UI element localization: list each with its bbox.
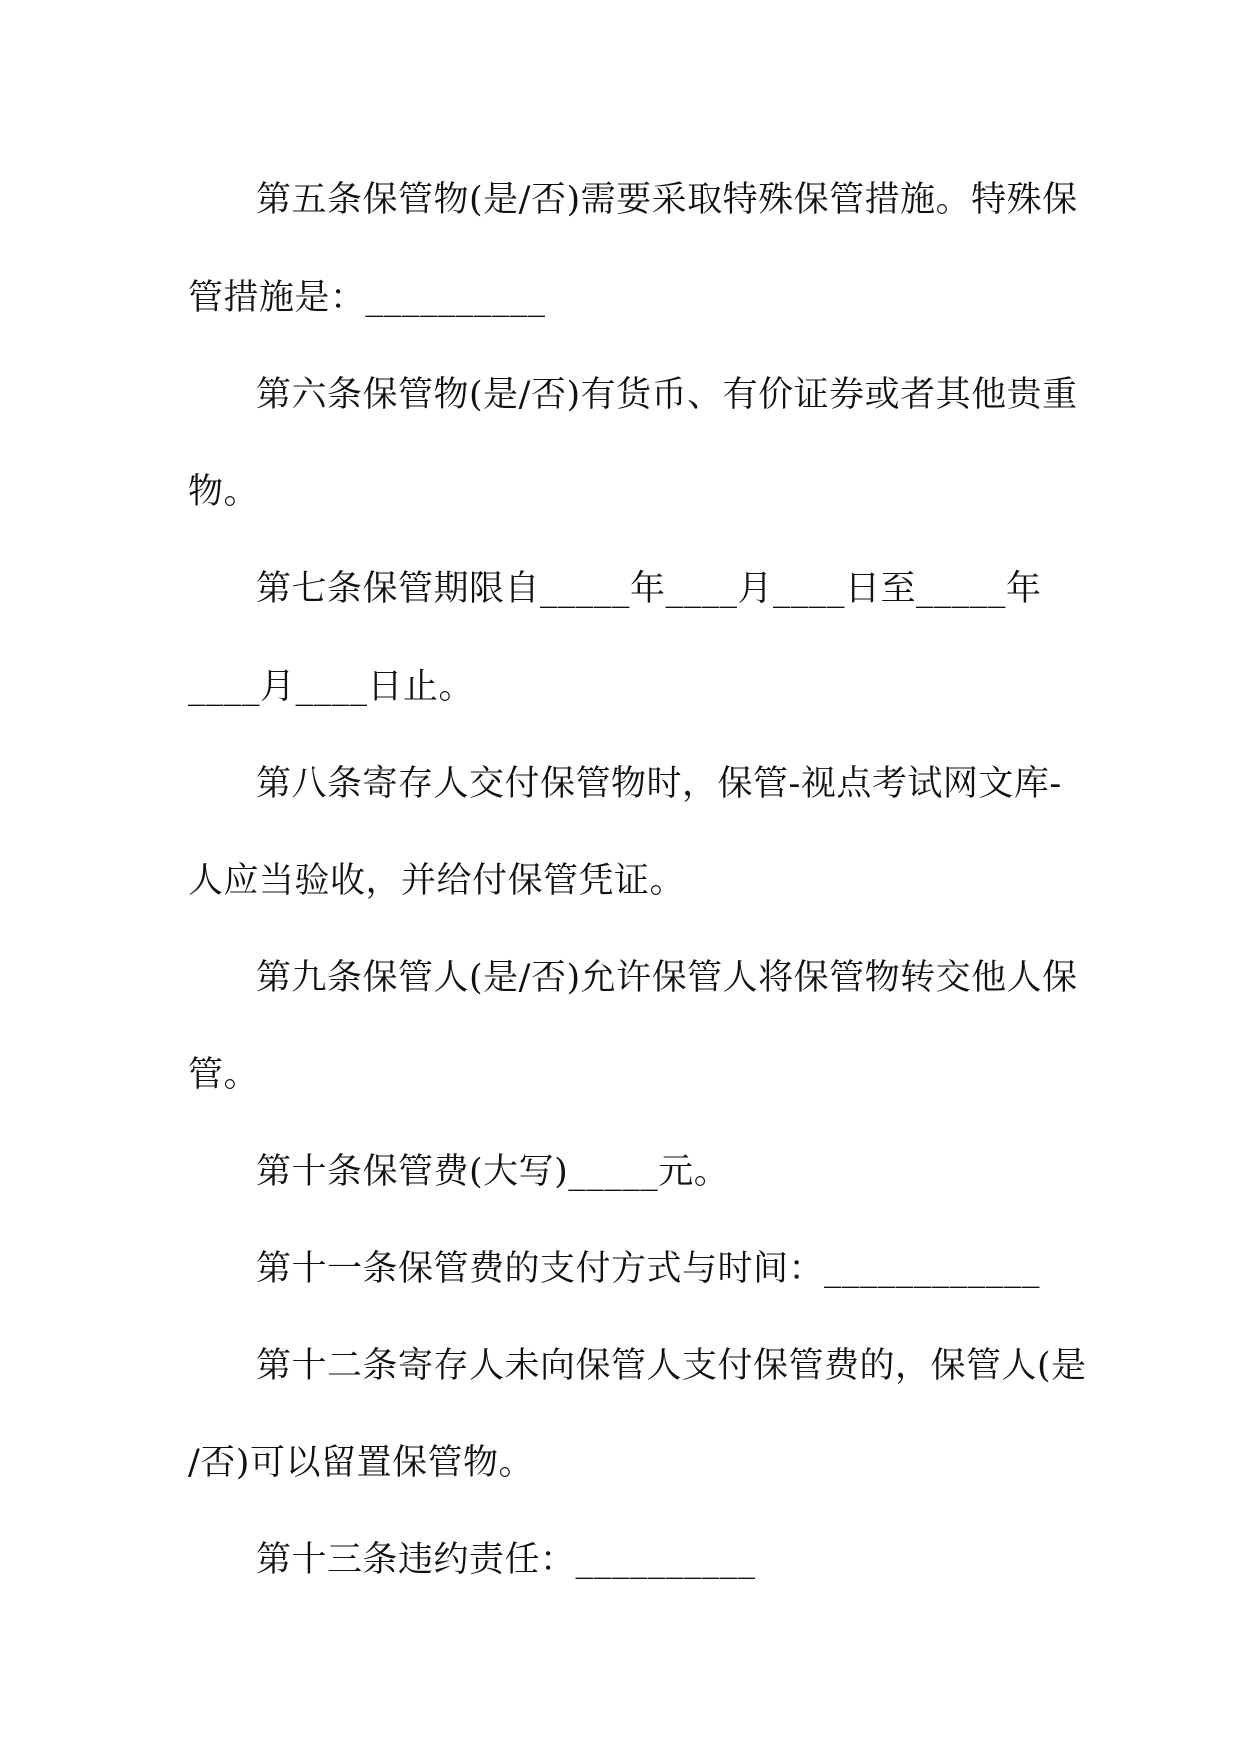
article-13-line: 第十三条违约责任：__________ xyxy=(256,1540,756,1580)
article-7-line-1: 第七条保管期限自_____年____月____日至_____年 xyxy=(256,569,1042,609)
article-7-line-2: ____月____日止。 xyxy=(188,667,475,707)
article-11-line: 第十一条保管费的支付方式与时间：____________ xyxy=(256,1249,1041,1289)
article-12-line-2: /否)可以留置保管物。 xyxy=(188,1443,534,1483)
article-6-line-2: 物。 xyxy=(188,472,260,512)
article-8-line-1: 第八条寄存人交付保管物时，保管-视点考试网文库- xyxy=(256,764,1062,804)
article-10-line: 第十条保管费(大写)_____元。 xyxy=(256,1152,730,1192)
article-6-line-1: 第六条保管物(是/否)有货币、有价证券或者其他贵重 xyxy=(256,375,1078,415)
article-12-line-1: 第十二条寄存人未向保管人支付保管费的，保管人(是 xyxy=(256,1346,1087,1386)
article-5-line-1: 第五条保管物(是/否)需要采取特殊保管措施。特殊保 xyxy=(256,180,1078,220)
article-5-line-2: 管措施是：__________ xyxy=(188,278,546,318)
article-9-line-1: 第九条保管人(是/否)允许保管人将保管物转交他人保 xyxy=(256,958,1078,998)
article-8-line-2: 人应当验收，并给付保管凭证。 xyxy=(188,861,686,901)
article-9-line-2: 管。 xyxy=(188,1055,260,1095)
